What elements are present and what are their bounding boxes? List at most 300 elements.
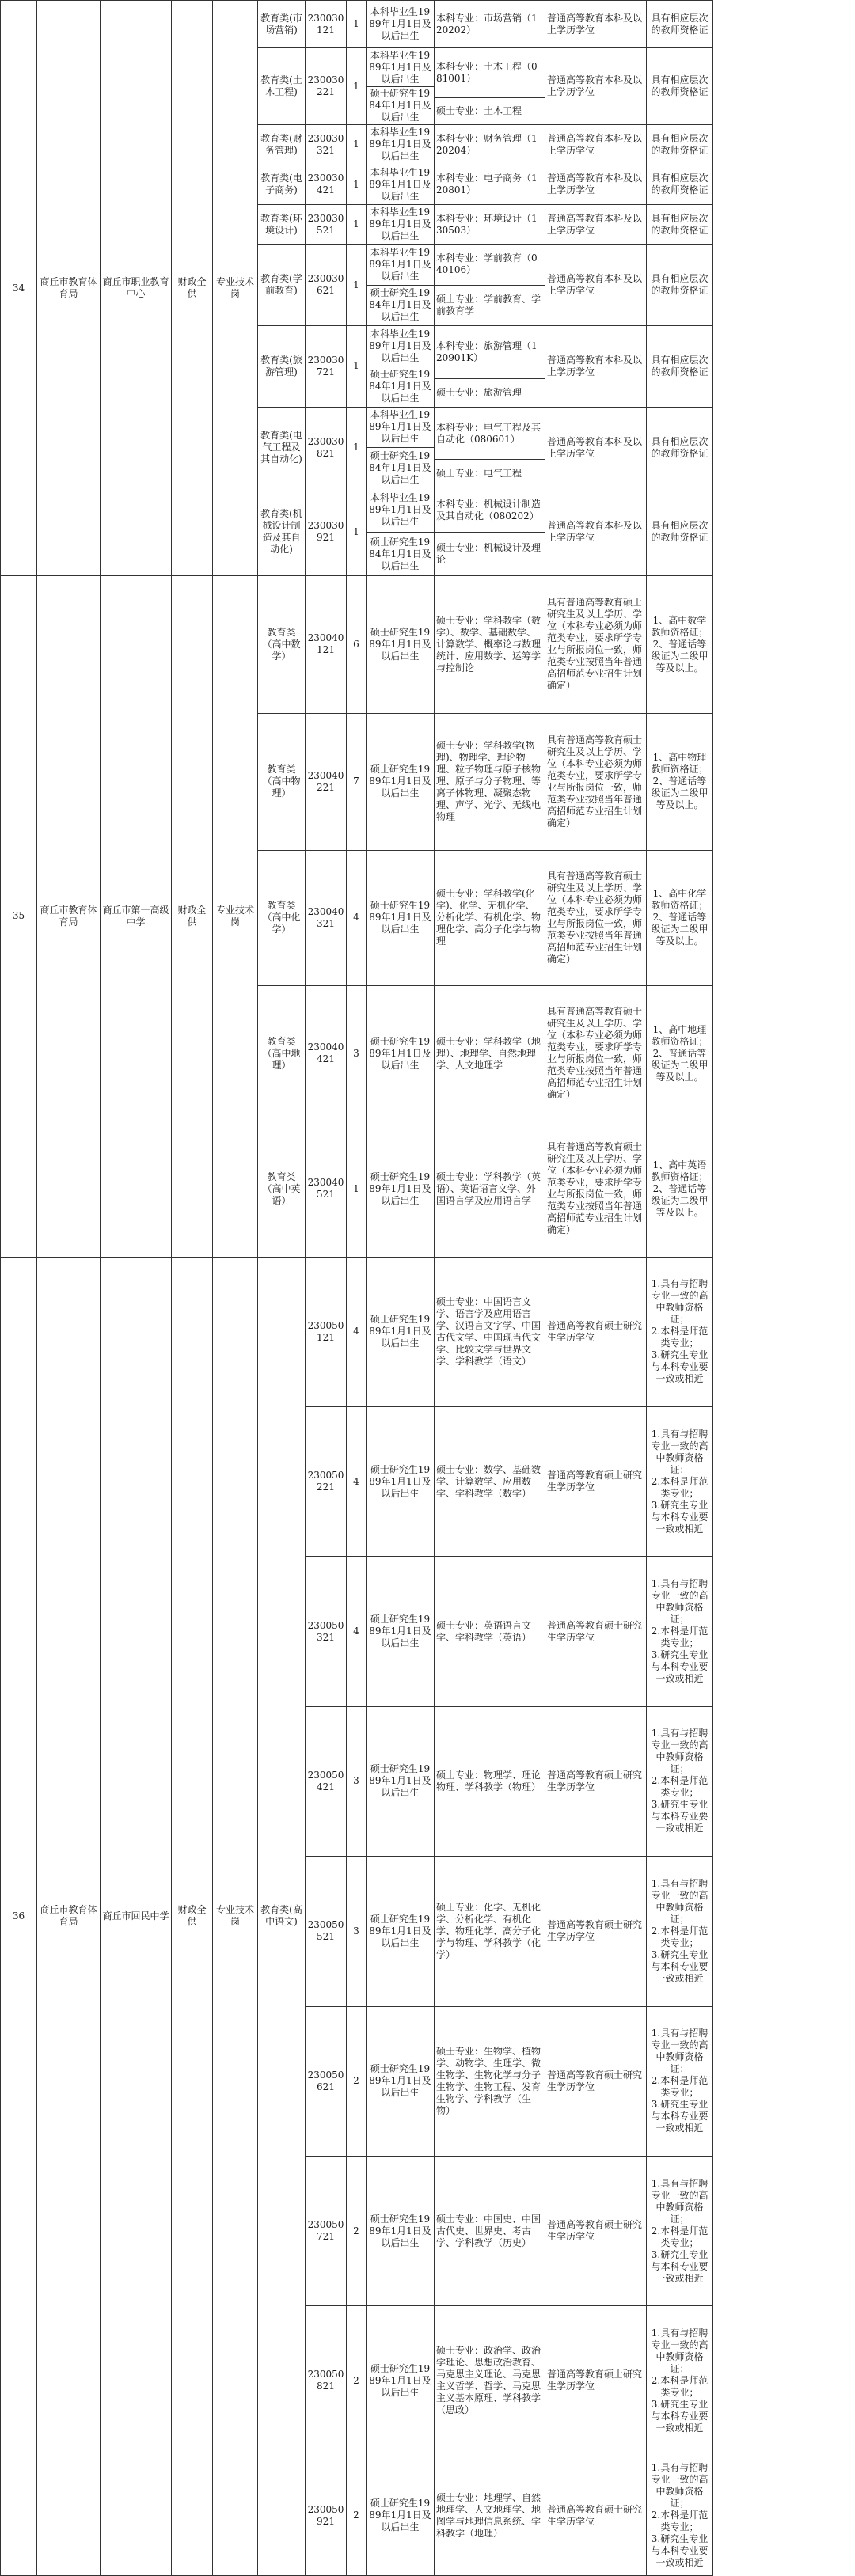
count-cell-text: 4 [353, 1326, 359, 1337]
post-code-cell-text: 230050221 [307, 1470, 344, 1493]
other-requirements-cell-text: 1.具有与招聘专业一致的高中教师资格证； 2.本科是师范类专业； 3.研究生专业与本科专业要一致或相近 [651, 2462, 709, 2569]
major-cell-part: 本科专业：电气工程及其自动化（080601） [435, 408, 545, 460]
education-cell-text: 普通高等教育本科及以上学历学位 [547, 74, 643, 98]
major-cell [435, 488, 545, 576]
unit-cell-text: 商丘市第一高级中学 [102, 904, 169, 928]
post-code-cell [306, 1257, 347, 1406]
age-cell [367, 2006, 435, 2156]
post-code-cell-text: 230050421 [307, 1769, 344, 1793]
age-cell-text: 硕士研究生1989年1月1日及以后出生 [369, 2063, 431, 2099]
other-requirements-cell-text: 1、高中数学教师资格证； 2、普通话等级证为二级甲等及以上。 [651, 614, 709, 673]
education-cell-text: 普通高等教育硕士研究生学历学位 [547, 1319, 643, 1343]
count-cell-text: 1 [353, 525, 359, 537]
post-code-cell [306, 407, 347, 488]
other-requirements-cell-text: 具有相应层次的教师资格证 [651, 212, 709, 236]
major-cell-text: 硕士专业：政治学、政治学理论、思想政治教育、马克思主义理论、马克思主义哲学、哲学、马克思主义基本原理、学科教学（思政） [436, 2345, 542, 2416]
count-cell [347, 1706, 367, 1856]
education-cell [545, 1406, 647, 1556]
other-requirements-cell [647, 407, 713, 488]
post-name-cell-text: 教育类（高中数学） [262, 626, 301, 662]
age-cell-part: 硕士研究生1984年1月1日及以后出生 [369, 369, 431, 404]
post-code-cell [306, 1857, 347, 2006]
count-cell [347, 1857, 367, 2006]
other-requirements-cell [647, 986, 713, 1121]
post-code-cell-text: 230050521 [307, 1919, 344, 1943]
education-cell [545, 1121, 647, 1257]
major-cell [435, 245, 545, 326]
count-cell-text: 6 [353, 638, 359, 650]
post-code-cell [306, 325, 347, 407]
education-cell [545, 713, 647, 850]
count-cell [347, 713, 367, 850]
post-type-cell-text: 专业技术岗 [215, 1904, 254, 1928]
count-cell-text: 1 [353, 138, 359, 150]
age-cell [367, 2306, 435, 2456]
other-requirements-cell-text: 1.具有与招聘专业一致的高中教师资格证； 2.本科是师范类专业； 3.研究生专业与本科专业要一致或相近 [651, 2028, 709, 2134]
other-requirements-cell [647, 1257, 713, 1406]
count-cell [347, 1, 367, 48]
age-cell-text: 硕士研究生1989年1月1日及以后出生 [369, 900, 431, 935]
post-code-cell [306, 1557, 347, 1706]
other-requirements-cell [647, 2306, 713, 2456]
age-cell-part: 硕士研究生1984年1月1日及以后出生 [369, 450, 431, 485]
count-cell-text: 1 [353, 218, 359, 230]
count-cell [347, 488, 367, 576]
education-cell [545, 576, 647, 713]
post-code-cell [306, 713, 347, 850]
education-cell-text: 具有普通高等教育硕士研究生及以上学历、学位（本科专业必须为师范类专业，要求所学专业与所报岗位一致，师范类专业按照当年普通高招师范专业招生计划确定） [547, 734, 643, 829]
education-cell [545, 204, 647, 244]
post-name-cell [258, 1257, 306, 2575]
age-cell-text: 本科毕业生1989年1月1日及以后出生 [369, 207, 431, 242]
other-requirements-cell-text: 1.具有与招聘专业一致的高中教师资格证； 2.本科是师范类专业； 3.研究生专业与本科专业要一致或相近 [651, 1877, 709, 1984]
post-code-cell-text: 230030621 [307, 273, 344, 297]
education-cell [545, 1857, 647, 2006]
major-cell-part: 硕士专业：旅游管理 [436, 386, 522, 398]
age-cell-text: 本科毕业生1989年1月1日及以后出生 [369, 166, 431, 202]
other-requirements-cell-text: 1、高中物理教师资格证； 2、普通话等级证为二级甲等及以上。 [651, 752, 709, 811]
post-type-cell-text: 专业技术岗 [215, 276, 254, 300]
post-name-cell-text: 教育类(高中语文) [260, 1904, 302, 1928]
post-code-cell-text: 230050721 [307, 2219, 344, 2243]
serial-cell [1, 1, 37, 576]
major-cell [435, 1406, 545, 1556]
post-code-cell-text: 230030321 [307, 132, 344, 156]
count-cell-text: 1 [353, 442, 359, 453]
education-cell [545, 488, 647, 576]
table-row [1, 576, 855, 713]
count-cell-text: 1 [353, 80, 359, 92]
age-cell-text: 硕士研究生1989年1月1日及以后出生 [369, 1314, 431, 1349]
age-cell-text: 硕士研究生1989年1月1日及以后出生 [369, 2498, 431, 2533]
age-cell-part: 本科毕业生1989年1月1日及以后出生 [367, 245, 434, 285]
age-cell-part: 本科毕业生1989年1月1日及以后出生 [367, 326, 434, 366]
post-code-cell-text: 230030221 [307, 74, 344, 98]
post-name-cell-text: 教育类（高中化学） [262, 900, 301, 935]
post-name-cell [258, 407, 306, 488]
other-requirements-cell-text: 具有相应层次的教师资格证 [651, 354, 709, 377]
other-requirements-cell [647, 2006, 713, 2156]
age-cell-text: 本科毕业生1989年1月1日及以后出生 [369, 6, 431, 42]
table-row [1, 1257, 855, 1406]
other-requirements-cell-text: 具有相应层次的教师资格证 [651, 520, 709, 544]
major-cell-text: 本科专业：财务管理（120204） [436, 132, 538, 156]
age-cell-text: 硕士研究生1989年1月1日及以后出生 [369, 1763, 431, 1799]
age-cell [367, 325, 435, 407]
age-cell [367, 125, 435, 165]
age-cell-text: 硕士研究生1989年1月1日及以后出生 [369, 1463, 431, 1499]
post-name-cell [258, 165, 306, 204]
post-code-cell [306, 2306, 347, 2456]
count-cell [347, 165, 367, 204]
education-cell-text: 普通高等教育硕士研究生学历学位 [547, 1470, 643, 1493]
education-cell-text: 具有普通高等教育硕士研究生及以上学历、学位（本科专业必须为师范类专业，要求所学专业与所报岗位一致，师范类专业按照当年普通高招师范专业招生计划确定） [547, 1006, 643, 1101]
major-cell-part: 硕士专业：电气工程 [436, 468, 522, 480]
funding-cell [172, 1257, 213, 2575]
post-code-cell-text: 230050921 [307, 2503, 344, 2527]
education-cell-text: 普通高等教育硕士研究生学历学位 [547, 2069, 643, 2092]
funding-cell [172, 1, 213, 576]
major-cell [435, 325, 545, 407]
post-code-cell [306, 1121, 347, 1257]
major-cell [435, 986, 545, 1121]
major-cell-part: 本科专业：旅游管理（120901K） [435, 326, 545, 378]
other-requirements-cell [647, 48, 713, 125]
count-cell-text: 4 [353, 912, 359, 924]
age-cell-text: 硕士研究生1989年1月1日及以后出生 [369, 1913, 431, 1948]
post-code-cell [306, 245, 347, 326]
major-cell [435, 407, 545, 488]
post-code-cell-text: 230030921 [307, 520, 344, 544]
education-cell-text: 普通高等教育本科及以上学历学位 [547, 520, 643, 544]
unit-cell-text: 商丘市回民中学 [102, 1910, 169, 1922]
post-name-cell-text: 教育类（高中物理） [262, 764, 301, 799]
count-cell [347, 1406, 367, 1556]
education-cell-text: 普通高等教育硕士研究生学历学位 [547, 2503, 643, 2527]
education-cell-text: 普通高等教育硕士研究生学历学位 [547, 1769, 643, 1793]
post-name-cell-text: 教育类(旅游管理) [260, 354, 302, 377]
other-requirements-cell-text: 1、高中英语教师资格证； 2、普通话等级证为二级甲等及以上。 [651, 1159, 709, 1218]
major-cell-part: 硕士专业：机械设计及理论 [436, 542, 542, 566]
post-name-cell [258, 488, 306, 576]
other-requirements-cell [647, 1, 713, 48]
education-cell-text: 普通高等教育硕士研究生学历学位 [547, 2219, 643, 2243]
major-cell [435, 125, 545, 165]
age-cell [367, 576, 435, 713]
age-cell [367, 1706, 435, 1856]
post-code-cell [306, 2006, 347, 2156]
count-cell [347, 1257, 367, 1406]
other-requirements-cell [647, 2156, 713, 2305]
age-cell-part: 硕士研究生1984年1月1日及以后出生 [369, 87, 431, 123]
education-cell [545, 2456, 647, 2575]
major-cell-part: 本科专业：机械设计制造及其自动化（080202） [435, 488, 545, 532]
education-cell-text: 普通高等教育本科及以上学历学位 [547, 132, 643, 156]
other-requirements-cell [647, 850, 713, 985]
other-requirements-cell [647, 1406, 713, 1556]
count-cell [347, 2156, 367, 2305]
count-cell-text: 2 [353, 2075, 359, 2087]
education-cell [545, 48, 647, 125]
serial-cell [1, 1257, 37, 2575]
other-requirements-cell-text: 具有相应层次的教师资格证 [651, 132, 709, 156]
other-requirements-cell-text: 1、高中地理教师资格证； 2、普通话等级证为二级甲等及以上。 [651, 1023, 709, 1083]
age-cell [367, 48, 435, 125]
education-cell-text: 普通高等教育本科及以上学历学位 [547, 173, 643, 196]
count-cell [347, 48, 367, 125]
other-requirements-cell-text: 具有相应层次的教师资格证 [651, 12, 709, 36]
education-cell [545, 850, 647, 985]
count-cell [347, 2456, 367, 2575]
other-requirements-cell-text: 1.具有与招聘专业一致的高中教师资格证； 2.本科是师范类专业； 3.研究生专业与本科专业要一致或相近 [651, 1578, 709, 1685]
post-code-cell [306, 986, 347, 1121]
education-cell [545, 245, 647, 326]
count-cell [347, 1121, 367, 1257]
major-cell [435, 1257, 545, 1406]
post-code-cell [306, 1706, 347, 1856]
major-cell-part: 硕士专业：土木工程 [436, 105, 522, 117]
post-code-cell-text: 230030521 [307, 212, 344, 236]
education-cell [545, 2306, 647, 2456]
serial-cell-text: 35 [12, 910, 25, 922]
post-type-cell [213, 576, 258, 1257]
major-cell-text: 硕士专业：物理学、理论物理、学科教学（物理） [436, 1769, 542, 1793]
major-cell-part: 本科专业：学前教育（040106） [435, 245, 545, 285]
other-requirements-cell [647, 245, 713, 326]
education-cell [545, 325, 647, 407]
major-cell-text: 硕士专业：中国语言文学、语言学及应用语言学、汉语言文字学、中国古代文学、中国现当代文学、比较文学与世界文学、学科教学（语文） [436, 1296, 542, 1367]
post-code-cell [306, 48, 347, 125]
education-cell-text: 普通高等教育硕士研究生学历学位 [547, 1919, 643, 1943]
count-cell [347, 986, 367, 1121]
post-name-cell [258, 245, 306, 326]
education-cell-text: 普通高等教育硕士研究生学历学位 [547, 2369, 643, 2392]
age-cell [367, 850, 435, 985]
post-name-cell-text: 教育类（高中地理） [262, 1035, 301, 1071]
major-cell-text: 本科专业：电子商务（120801） [436, 173, 538, 196]
post-code-cell-text: 230030121 [307, 12, 344, 36]
serial-cell [1, 576, 37, 1257]
other-requirements-cell [647, 325, 713, 407]
table-body [1, 1, 855, 2576]
post-name-cell-text: 教育类（高中英语） [262, 1170, 301, 1206]
post-name-cell [258, 204, 306, 244]
other-requirements-cell-text: 1.具有与招聘专业一致的高中教师资格证； 2.本科是师范类专业； 3.研究生专业与本科专业要一致或相近 [651, 2327, 709, 2434]
department-cell-text: 商丘市教育体育局 [40, 904, 97, 928]
education-cell-text: 普通高等教育硕士研究生学历学位 [547, 1619, 643, 1643]
major-cell [435, 1, 545, 48]
post-name-cell [258, 1, 306, 48]
post-code-cell-text: 230040521 [307, 1177, 344, 1201]
major-cell [435, 1121, 545, 1257]
age-cell [367, 1121, 435, 1257]
age-cell [367, 986, 435, 1121]
age-cell [367, 713, 435, 850]
other-requirements-cell-text: 1.具有与招聘专业一致的高中教师资格证； 2.本科是师范类专业； 3.研究生专业与本科专业要一致或相近 [651, 1728, 709, 1834]
major-cell-text: 硕士专业：化学、无机化学、分析化学、有机化学、物理化学、高分子化学与物理、学科教学（化学） [436, 1901, 542, 1960]
department-cell-text: 商丘市教育体育局 [40, 1904, 97, 1928]
post-name-cell-text: 教育类(学前教育) [260, 273, 302, 297]
education-cell [545, 2006, 647, 2156]
major-cell-text: 本科专业：市场营销（120202） [436, 12, 538, 36]
education-cell-text: 具有普通高等教育硕士研究生及以上学历、学位（本科专业必须为师范类专业，要求所学专业与所报岗位一致，师范类专业按照当年普通高招师范专业招生计划确定） [547, 597, 643, 692]
post-code-cell-text: 230050621 [307, 2069, 344, 2092]
post-code-cell [306, 125, 347, 165]
post-name-cell [258, 125, 306, 165]
post-name-cell-text: 教育类(市场营销) [260, 12, 302, 36]
department-cell [37, 1, 101, 576]
education-cell-text: 普通高等教育本科及以上学历学位 [547, 212, 643, 236]
department-cell-text: 商丘市教育体育局 [40, 276, 97, 300]
count-cell [347, 245, 367, 326]
post-name-cell-text: 教育类(环境设计) [260, 212, 302, 236]
other-requirements-cell-text: 具有相应层次的教师资格证 [651, 273, 709, 297]
age-cell-text: 硕士研究生1989年1月1日及以后出生 [369, 764, 431, 799]
age-cell-part: 硕士研究生1984年1月1日及以后出生 [369, 287, 431, 323]
post-code-cell [306, 1406, 347, 1556]
count-cell [347, 407, 367, 488]
education-cell-text: 普通高等教育本科及以上学历学位 [547, 354, 643, 377]
other-requirements-cell [647, 488, 713, 576]
post-name-cell [258, 713, 306, 850]
major-cell-text: 硕士专业：学科教学（英语）、英语语言文学、外国语言学及应用语言学 [436, 1170, 542, 1206]
education-cell [545, 986, 647, 1121]
count-cell [347, 325, 367, 407]
major-cell [435, 713, 545, 850]
education-cell-text: 具有普通高等教育硕士研究生及以上学历、学位（本科专业必须为师范类专业，要求所学专业与所报岗位一致，师范类专业按照当年普通高招师范专业招生计划确定） [547, 1141, 643, 1236]
post-code-cell [306, 165, 347, 204]
major-cell [435, 48, 545, 125]
major-cell [435, 2006, 545, 2156]
age-cell [367, 245, 435, 326]
post-name-cell [258, 1121, 306, 1257]
count-cell [347, 1557, 367, 1706]
major-cell-text: 硕士专业：学科教学（地理）、地理学、自然地理学、人文地理学 [436, 1035, 542, 1071]
other-requirements-cell [647, 576, 713, 713]
post-code-cell [306, 204, 347, 244]
major-cell-text: 硕士专业：地理学、自然地理学、人文地理学、地图学与地理信息系统、学科教学（地理） [436, 2491, 542, 2539]
age-cell-part: 硕士研究生1984年1月1日及以后出生 [369, 536, 431, 571]
unit-cell [101, 1257, 172, 2575]
major-cell [435, 576, 545, 713]
education-cell-text: 普通高等教育本科及以上学历学位 [547, 12, 643, 36]
major-cell-part: 本科专业：土木工程（081001） [435, 48, 545, 97]
other-requirements-cell [647, 713, 713, 850]
age-cell [367, 1, 435, 48]
major-cell-part: 硕士专业：学前教育、学前教育学 [436, 293, 542, 317]
post-name-cell [258, 986, 306, 1121]
count-cell [347, 850, 367, 985]
post-code-cell-text: 230030421 [307, 173, 344, 196]
post-code-cell [306, 488, 347, 576]
post-code-cell-text: 230050321 [307, 1619, 344, 1643]
age-cell-text: 硕士研究生1989年1月1日及以后出生 [369, 1614, 431, 1649]
funding-cell [172, 576, 213, 1257]
education-cell [545, 1706, 647, 1856]
major-cell [435, 165, 545, 204]
count-cell-text: 4 [353, 1626, 359, 1637]
post-code-cell [306, 576, 347, 713]
education-cell [545, 1557, 647, 1706]
post-name-cell-text: 教育类(土木工程) [260, 74, 302, 98]
post-name-cell [258, 576, 306, 713]
major-cell [435, 2156, 545, 2305]
post-name-cell-text: 教育类(机械设计制造及其自动化) [260, 508, 302, 556]
count-cell-text: 2 [353, 2374, 359, 2386]
count-cell-text: 3 [353, 1925, 359, 1937]
education-cell-text: 普通高等教育本科及以上学历学位 [547, 273, 643, 297]
table-row [1, 1, 855, 48]
other-requirements-cell [647, 165, 713, 204]
post-code-cell-text: 230030821 [307, 435, 344, 459]
major-cell-text: 硕士专业：学科教学(物理)、物理学、理论物理、粒子物理与原子核物理、原子与分子物理、等离子体物理、凝聚态物理、声学、光学、无线电物理 [436, 740, 542, 823]
age-cell [367, 488, 435, 576]
age-cell-text: 硕士研究生1989年1月1日及以后出生 [369, 626, 431, 662]
other-requirements-cell [647, 2456, 713, 2575]
unit-cell [101, 1, 172, 576]
count-cell-text: 1 [353, 1182, 359, 1194]
other-requirements-cell-text: 具有相应层次的教师资格证 [651, 435, 709, 459]
age-cell-text: 本科毕业生1989年1月1日及以后出生 [369, 127, 431, 162]
unit-cell-text: 商丘市职业教育中心 [102, 276, 169, 300]
post-type-cell [213, 1, 258, 576]
age-cell [367, 1257, 435, 1406]
age-cell-text: 硕士研究生1989年1月1日及以后出生 [369, 2362, 431, 2398]
post-code-cell [306, 1, 347, 48]
other-requirements-cell-text: 1.具有与招聘专业一致的高中教师资格证； 2.本科是师范类专业； 3.研究生专业与本科专业要一致或相近 [651, 1428, 709, 1535]
other-requirements-cell [647, 1706, 713, 1856]
major-cell-text: 本科专业：环境设计（130503） [436, 212, 538, 236]
post-name-cell-text: 教育类(电气工程及其自动化) [260, 430, 302, 465]
other-requirements-cell [647, 1121, 713, 1257]
post-name-cell-text: 教育类(电子商务) [260, 173, 302, 196]
count-cell-text: 1 [353, 360, 359, 372]
other-requirements-cell [647, 125, 713, 165]
other-requirements-cell [647, 1857, 713, 2006]
department-cell [37, 1257, 101, 2575]
age-cell [367, 407, 435, 488]
post-code-cell-text: 230050821 [307, 2369, 344, 2392]
education-cell [545, 125, 647, 165]
age-cell [367, 1857, 435, 2006]
post-code-cell [306, 850, 347, 985]
post-code-cell-text: 230030721 [307, 354, 344, 377]
count-cell-text: 1 [353, 178, 359, 190]
major-cell-text: 硕士专业：中国史、中国古代史、世界史、考古学、学科教学（历史） [436, 2213, 542, 2248]
age-cell-text: 硕士研究生1989年1月1日及以后出生 [369, 1035, 431, 1071]
other-requirements-cell [647, 1557, 713, 1706]
education-cell-text: 具有普通高等教育硕士研究生及以上学历、学位（本科专业必须为师范类专业，要求所学专业与所报岗位一致，师范类专业按照当年普通高招师范专业招生计划确定） [547, 870, 643, 965]
education-cell [545, 2156, 647, 2305]
major-cell-text: 硕士专业：学科教学(化学)、化学、无机化学、分析化学、有机化学、物理化学、高分子化学与物理 [436, 888, 542, 947]
post-code-cell [306, 2456, 347, 2575]
education-cell [545, 407, 647, 488]
other-requirements-cell-text: 具有相应层次的教师资格证 [651, 173, 709, 196]
major-cell [435, 1857, 545, 2006]
count-cell-text: 4 [353, 1475, 359, 1487]
education-cell [545, 1, 647, 48]
post-code-cell-text: 230050121 [307, 1319, 344, 1343]
age-cell-text: 硕士研究生1989年1月1日及以后出生 [369, 2213, 431, 2248]
post-code-cell-text: 230040121 [307, 632, 344, 656]
post-code-cell-text: 230040421 [307, 1041, 344, 1065]
major-cell-text: 硕士专业：生物学、植物学、动物学、生理学、微生物学、生物化学与分子生物学、生物工程、发育生物学、学科教学（生物） [436, 2045, 542, 2116]
funding-cell-text: 财政全供 [177, 904, 207, 928]
serial-cell-text: 36 [12, 1910, 25, 1922]
education-cell-text: 普通高等教育本科及以上学历学位 [547, 435, 643, 459]
count-cell [347, 576, 367, 713]
count-cell [347, 125, 367, 165]
